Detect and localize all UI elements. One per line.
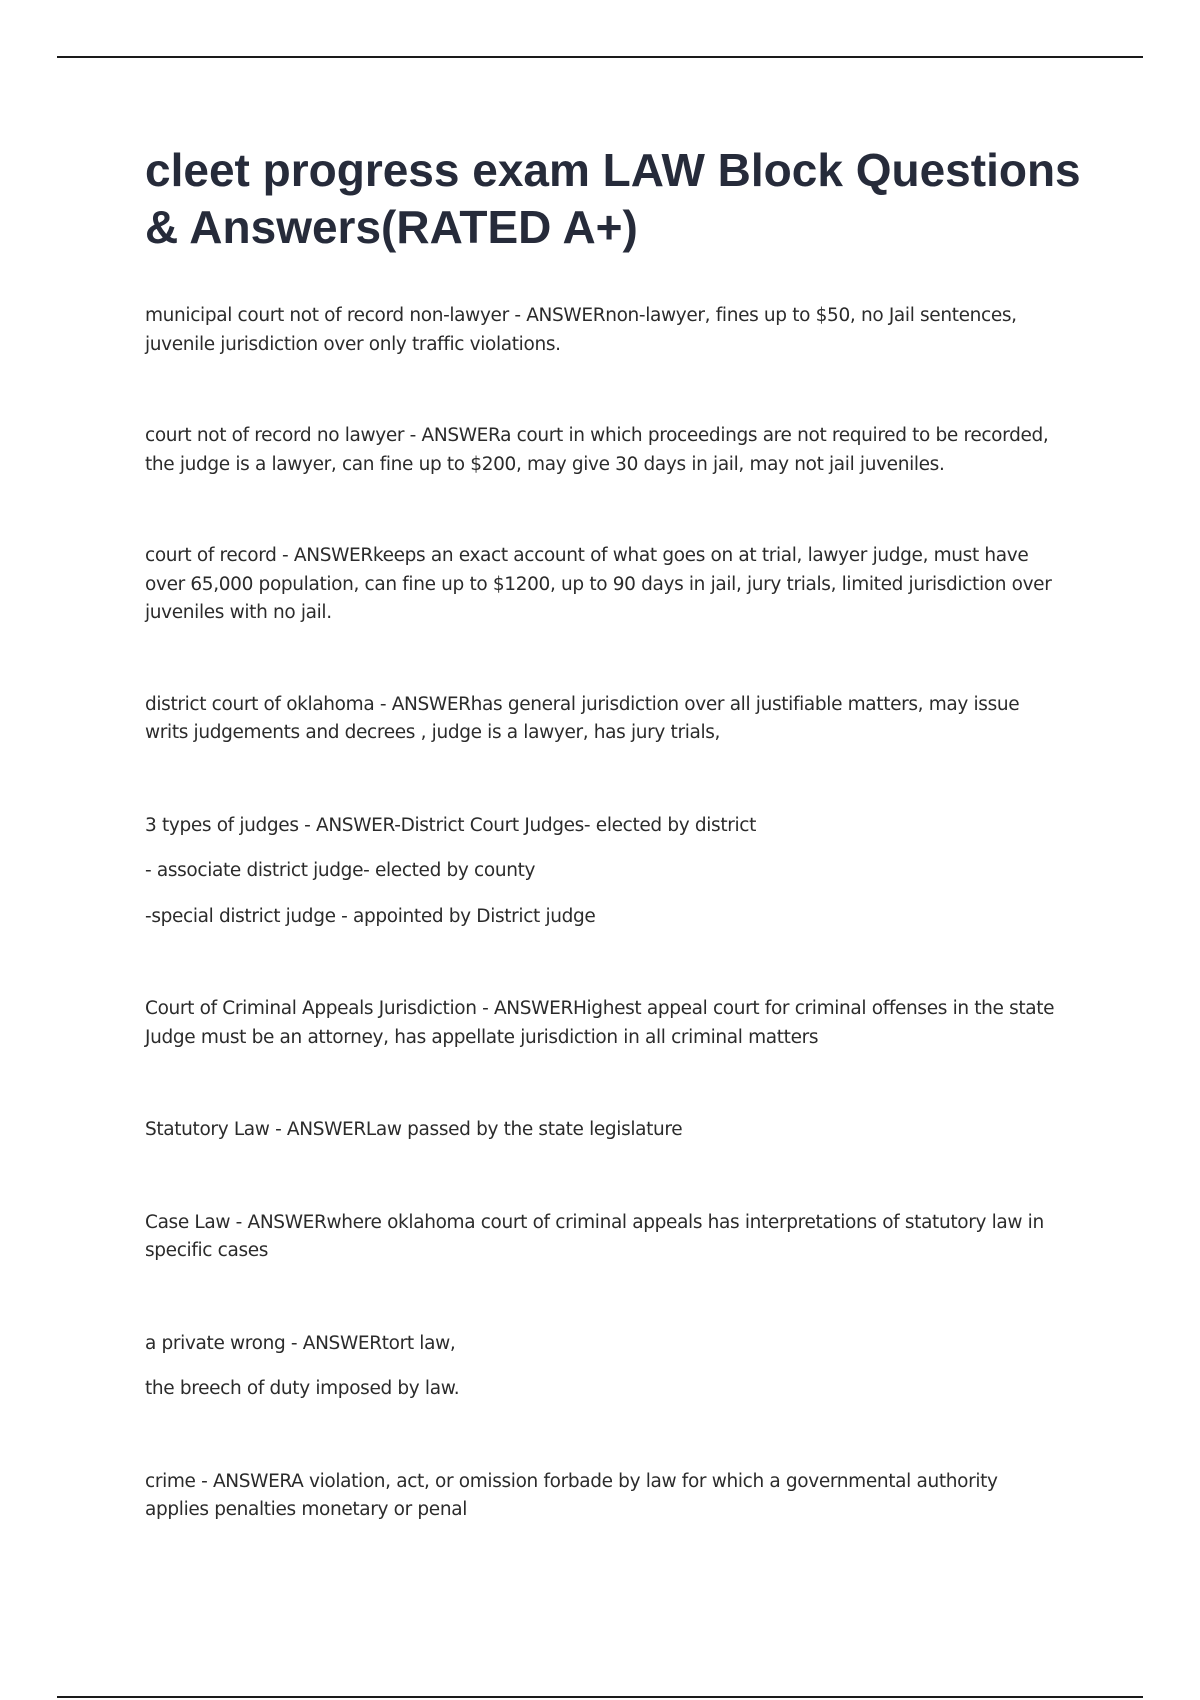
qa-text: Court of Criminal Appeals Jurisdiction - ANSWERHighest appeal court for criminal offenses in the state Judge must be an attorney, has appellate jurisdiction in all criminal matters <box>145 998 1055 1048</box>
qa-entry-case-law <box>145 1209 1065 1266</box>
document-title: cleet progress exam LAW Block Questions & Answers(RATED A+) <box>145 144 1081 253</box>
qa-entry-municipal-court <box>145 302 1065 359</box>
qa-entry-criminal-appeals <box>145 995 1065 1052</box>
qa-text: - associate district judge- elected by county <box>145 860 536 881</box>
qa-text: district court of oklahoma - ANSWERhas general jurisdiction over all justifiable matters, may issue writs judgements and decrees , judge is a lawyer, has jury trials, <box>145 693 1020 743</box>
bottom-divider <box>57 1696 1143 1698</box>
qa-list <box>145 302 1065 1525</box>
qa-text: municipal court not of record non-lawyer - ANSWERnon-lawyer, fines up to $50, no Jail sentences, juvenile jurisdiction over only traffic violations. <box>145 305 1017 355</box>
qa-text: the breech of duty imposed by law. <box>145 1378 460 1399</box>
qa-text: Case Law - ANSWERwhere oklahoma court of criminal appeals has interpretations of statutory law in specific cases <box>145 1211 1044 1261</box>
qa-text: court of record - ANSWERkeeps an exact account of what goes on at trial, lawyer judge, must have over 65,000 population, can fine up to $1200, up to 90 days in jail, jury trials, limited jurisdiction over juveniles with no jail. <box>145 545 1052 623</box>
qa-text: crime - ANSWERA violation, act, or omission forbade by law for which a governmental authority applies penalties monetary or penal <box>145 1470 998 1520</box>
qa-entry-court-not-of-record <box>145 422 1065 479</box>
qa-entry-types-of-judges <box>145 812 1065 932</box>
top-divider <box>57 56 1143 58</box>
qa-entry-statutory-law <box>145 1116 1065 1145</box>
qa-entry-private-wrong <box>145 1330 1065 1404</box>
qa-text: Statutory Law - ANSWERLaw passed by the state legislature <box>145 1119 683 1140</box>
qa-text: 3 types of judges - ANSWER-District Court Judges- elected by district <box>145 814 756 836</box>
qa-entry-crime <box>145 1468 1065 1525</box>
qa-entry-district-court <box>145 691 1065 748</box>
qa-text: -special district judge - appointed by District judge <box>145 905 596 927</box>
qa-text: a private wrong - ANSWERtort law, <box>145 1332 456 1354</box>
qa-entry-court-of-record <box>145 542 1065 628</box>
qa-text: court not of record no lawyer - ANSWERa court in which proceedings are not required to be recorded, the judge is a lawyer, can fine up to $200, may give 30 days in jail, may not jail juveniles. <box>145 425 1049 475</box>
